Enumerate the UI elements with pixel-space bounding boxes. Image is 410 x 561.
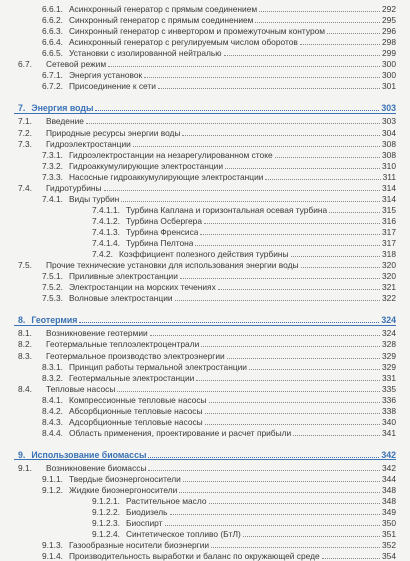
toc-entry-title: Гидроэлектростанции на незарегулированном стоке: [68, 149, 273, 160]
toc-entry-page-number: 317: [382, 227, 396, 237]
toc-entry-page-number: 354: [382, 551, 396, 561]
toc-entry-number: 9.1.2.4.: [92, 529, 120, 540]
toc-entry-title: Газообразные носители биоэнергии: [68, 540, 210, 551]
toc-entry-page-number: 314: [382, 182, 396, 193]
toc-entry-title: Возникновение геотермии: [45, 328, 148, 339]
toc-entry-title: Использование биомассы: [31, 449, 147, 460]
dot-leader: [148, 469, 380, 471]
toc-entry-page-number: 329: [382, 350, 396, 361]
dot-leader: [301, 266, 381, 268]
dot-leader: [225, 167, 380, 169]
toc-entry-title: Гидроэлектростанции: [45, 138, 131, 149]
toc-entry: [42, 193, 396, 204]
toc-entry-number: 7.4.1.3.: [92, 227, 120, 237]
toc-entry-page-number: 342: [382, 462, 396, 473]
toc-entry-number: 7.3.3.: [42, 171, 63, 182]
toc-entry: [42, 372, 396, 383]
toc-entry: [18, 138, 396, 149]
dot-leader: [329, 211, 380, 213]
toc-entry-number: 8.4.3.: [42, 416, 63, 427]
toc-entry-title: Прочие технические установки для использования энергии воды: [45, 260, 299, 271]
toc-entry-title: Биодизель: [125, 507, 168, 518]
dot-leader: [259, 10, 380, 12]
toc-entry-number: 9.1.1.: [42, 474, 63, 484]
toc-entry-number: 9.: [18, 449, 26, 460]
toc-entry: [92, 506, 396, 517]
dot-leader: [209, 502, 381, 504]
toc-entry-number: 7.3.2.: [42, 160, 63, 171]
toc-entry-page-number: 303: [381, 103, 396, 114]
toc-entry-number: 6.6.5.: [42, 48, 63, 59]
toc-entry-number: 8.4.4.: [42, 427, 63, 438]
dot-leader: [293, 434, 380, 436]
toc-entry-number: 7.4.1.4.: [92, 238, 120, 248]
dot-leader: [291, 255, 380, 257]
dot-leader: [227, 357, 380, 359]
toc-entry: [92, 528, 396, 539]
toc-entry: [42, 80, 396, 91]
dot-leader: [275, 156, 380, 158]
toc-entry-title: Коэффициент полезного действия турбины: [118, 249, 289, 260]
toc-entry-number: 7.4.2.: [92, 249, 113, 260]
toc-entry: [18, 58, 396, 69]
toc-entry-number: 8.3.1.: [42, 361, 63, 372]
toc-entry-number: 9.1.4.: [42, 551, 63, 561]
toc-entry-page-number: 298: [382, 37, 396, 48]
toc-entry: [18, 115, 396, 126]
toc-entry: [92, 248, 396, 259]
toc-entry-title: Тепловые насосы: [45, 383, 116, 394]
toc-entry: [18, 383, 396, 394]
toc-entry-number: 6.6.3.: [42, 26, 63, 37]
dot-leader: [180, 277, 380, 279]
toc-entry-number: 6.6.1.: [42, 4, 63, 14]
toc-entry-title: Геотермальные электростанции: [68, 372, 195, 383]
dot-leader: [196, 379, 380, 381]
toc-entry-number: 8.4.1.: [42, 394, 63, 405]
dot-leader: [209, 401, 380, 403]
toc-entry-title: Введение: [45, 116, 84, 127]
toc-entry-page-number: 299: [382, 48, 396, 59]
toc-entry-number: 9.1.3.: [42, 540, 63, 551]
toc-entry-page-number: 315: [382, 204, 396, 215]
dot-leader: [79, 321, 379, 323]
dot-leader: [179, 491, 380, 493]
toc-entry-title: Производительность выработки и баланс по окружающей среде: [68, 551, 320, 561]
toc-entry: [42, 36, 396, 47]
toc-entry: [42, 416, 396, 427]
dot-leader: [322, 557, 380, 559]
toc-entry: [92, 215, 396, 226]
toc-entry-title: Асинхронный генератор с прямым соединением: [68, 4, 258, 14]
toc-entry-number: 7.: [18, 103, 26, 114]
toc-entry-page-number: 350: [382, 518, 396, 529]
dot-leader: [255, 21, 380, 23]
dot-leader: [86, 122, 380, 124]
toc-entry-number: 6.6.2.: [42, 15, 63, 26]
chapter-divider-rule: [14, 459, 396, 460]
toc-entry: [18, 327, 396, 338]
dot-leader: [108, 65, 380, 67]
toc-entry: [42, 270, 396, 281]
toc-entry: [42, 160, 396, 171]
toc-entry-title: Синхронный генератор с инвертором и промежуточным контуром: [68, 26, 326, 37]
toc-entry-number: 7.4.1.1.: [92, 204, 120, 215]
toc-entry: [92, 237, 396, 248]
dot-leader: [104, 189, 380, 191]
toc-entry: [42, 3, 396, 14]
toc-entry-title: Биоспирт: [125, 518, 163, 529]
toc-entry-title: Приливные электростанции: [68, 271, 178, 282]
toc-entry: [42, 361, 396, 372]
dot-leader: [121, 200, 380, 202]
toc-entry-page-number: 296: [382, 26, 396, 37]
toc-entry: [42, 405, 396, 416]
toc-entry-page-number: 301: [382, 81, 396, 92]
toc-entry: [92, 517, 396, 528]
dot-leader: [165, 524, 381, 526]
toc-entry: [92, 226, 396, 237]
toc-entry-page-number: 331: [382, 372, 396, 383]
dot-leader: [95, 109, 379, 111]
dot-leader: [117, 390, 380, 392]
toc-entry-page-number: 310: [382, 160, 396, 171]
toc-entry: [18, 259, 396, 270]
toc-entry: [42, 69, 396, 80]
toc-entry-number: 9.1.2.2.: [92, 507, 120, 518]
toc-entry-page-number: 304: [382, 127, 396, 138]
toc-entry-title: Насосные гидроаккумулирующие электростанции: [68, 171, 264, 182]
dot-leader: [144, 76, 380, 78]
dot-leader: [211, 546, 380, 548]
toc-entry-number: 6.6.4.: [42, 37, 63, 48]
dot-leader: [204, 222, 380, 224]
toc-entry-number: 6.7.: [18, 59, 32, 70]
toc-entry-page-number: 335: [382, 383, 396, 394]
toc-entry-page-number: 338: [382, 405, 396, 416]
toc-entry-title: Синхронный генератор с прямым соединением: [68, 15, 254, 26]
toc-entry-title: Область применения, проектирование и расчет прибыли: [68, 427, 292, 438]
toc-entry-page-number: 308: [382, 138, 396, 149]
toc-entry-title: Виды турбин: [68, 193, 120, 204]
toc-entry-page-number: 320: [382, 271, 396, 282]
dot-leader: [205, 423, 380, 425]
toc-entry-page-number: 308: [382, 149, 396, 160]
toc-entry-title: Синтетическое топливо (БтЛ): [125, 529, 241, 540]
toc-entry-number: 7.5.: [18, 260, 32, 271]
toc-entry-title: Сетевой режим: [45, 59, 107, 70]
chapter-divider-rule: [14, 325, 396, 326]
dot-leader: [327, 32, 380, 34]
toc-entry-title: Турбина Каплана и горизонтальная осевая турбина: [125, 204, 328, 215]
toc-entry-page-number: 303: [382, 116, 396, 127]
toc-entry-page-number: 341: [382, 427, 396, 438]
dot-leader: [158, 87, 380, 89]
dot-leader: [195, 244, 380, 246]
chapter-divider-rule: [14, 113, 396, 114]
toc-entry-number: 7.4.1.2.: [92, 215, 120, 226]
dot-leader: [224, 54, 380, 56]
toc-entry: [18, 462, 396, 473]
toc-entry-number: 7.4.: [18, 182, 32, 193]
dot-leader: [249, 368, 380, 370]
toc-entry-title: Турбина Пелтона: [125, 238, 194, 248]
dot-leader: [182, 134, 380, 136]
toc-entry-page-number: 340: [382, 416, 396, 427]
toc-entry-page-number: 348: [382, 496, 396, 507]
dot-leader: [170, 513, 380, 515]
toc-entry-page-number: 328: [382, 339, 396, 350]
toc-entry-page-number: 292: [382, 4, 396, 14]
toc-entry-title: Твердые биоэнергоносители: [68, 474, 181, 484]
toc-entry: [42, 47, 396, 58]
toc-entry: [42, 539, 396, 550]
toc-entry: [18, 127, 396, 138]
toc-entry-page-number: 318: [382, 249, 396, 260]
toc-entry-page-number: 324: [381, 315, 396, 326]
toc-entry-page-number: 322: [382, 293, 396, 304]
toc-entry: [42, 25, 396, 36]
toc-entry-title: Установки с изолированной нейтралью: [68, 48, 222, 59]
toc-entry-title: Асинхронный генератор с регулируемым числом оборотов: [68, 37, 298, 48]
toc-entry-page-number: 321: [382, 282, 396, 293]
toc-entry: [42, 394, 396, 405]
toc-entry: [18, 182, 396, 193]
toc-entry-title: Абсорбционные тепловые насосы: [68, 405, 203, 416]
toc-chapter-heading: [18, 449, 396, 460]
toc-entry-page-number: 320: [382, 260, 396, 271]
toc-entry: [18, 338, 396, 349]
toc-entry-page-number: 295: [382, 15, 396, 26]
toc-entry-number: 8.3.2.: [42, 372, 63, 383]
toc-entry-title: Турбина Френсиса: [125, 227, 199, 237]
toc-entry: [42, 149, 396, 160]
toc-entry-page-number: 314: [382, 193, 396, 204]
toc-entry-page-number: 342: [381, 449, 396, 460]
dot-leader: [201, 345, 380, 347]
toc-chapter-heading: [18, 102, 396, 113]
toc-entry-number: 8.4.2.: [42, 405, 63, 416]
toc-entry-number: 8.1.: [18, 328, 32, 339]
toc-entry-title: Геотермия: [31, 315, 78, 326]
dot-leader: [175, 299, 380, 301]
toc-entry-number: 6.7.1.: [42, 70, 63, 81]
toc-entry-title: Компрессионные тепловые насосы: [68, 394, 207, 405]
toc-entry-title: Гидроаккумулирующие электростанции: [68, 160, 224, 171]
toc-entry-title: Присоединение к сети: [68, 81, 156, 92]
dot-leader: [133, 145, 380, 147]
dot-leader: [243, 535, 380, 537]
toc-entry-title: Принцип работы термальной электростанции: [68, 361, 247, 372]
toc-entry-number: 8.3.: [18, 350, 32, 361]
toc-entry-number: 7.3.1.: [42, 149, 63, 160]
toc-entry-page-number: 348: [382, 485, 396, 495]
dot-leader: [150, 334, 380, 336]
toc-entry-number: 7.2.: [18, 127, 32, 138]
toc-entry-title: Гидротурбины: [45, 182, 102, 193]
toc-entry-title: Возникновение биомассы: [45, 462, 147, 473]
toc-entry-title: Волновые электростанции: [68, 293, 173, 304]
toc-entry-number: 8.4.: [18, 383, 32, 394]
toc-entry-number: 7.3.: [18, 138, 32, 149]
toc-entry-page-number: 352: [382, 540, 396, 551]
toc-entry-number: 9.1.2.1.: [92, 496, 120, 507]
toc-entry: [92, 204, 396, 215]
toc-entry-title: Электростанции на морских течениях: [68, 282, 216, 293]
toc-entry: [42, 292, 396, 303]
toc-entry: [42, 14, 396, 25]
dot-leader: [205, 412, 381, 414]
dot-leader: [300, 43, 380, 45]
toc-entry-number: 8.: [18, 315, 26, 326]
toc-entry-page-number: 316: [382, 215, 396, 226]
toc-entry-page-number: 349: [382, 507, 396, 518]
toc-entry-number: 7.5.1.: [42, 271, 63, 282]
toc-entry-number: 8.2.: [18, 339, 32, 350]
toc-entry: [42, 281, 396, 292]
toc-entry-page-number: 336: [382, 394, 396, 405]
dot-leader: [148, 456, 379, 458]
toc-entry-number: 9.1.: [18, 462, 32, 473]
toc-entry-page-number: 351: [382, 529, 396, 540]
dot-leader: [183, 480, 380, 482]
toc-entry: [18, 350, 396, 361]
toc-entry: [42, 171, 396, 182]
toc-entry-number: 7.4.1.: [42, 193, 63, 204]
toc-entry-number: 6.7.2.: [42, 81, 63, 92]
toc-entry-title: Энергия воды: [31, 103, 94, 114]
toc-entry-page-number: 311: [382, 171, 396, 182]
toc-entry-page-number: 317: [382, 238, 396, 248]
dot-leader: [265, 178, 380, 180]
toc-entry-page-number: 324: [382, 328, 396, 339]
toc-entry-title: Адсорбционные тепловые насосы: [68, 416, 203, 427]
toc-entry-title: Геотермальное производство электроэнергии: [45, 350, 225, 361]
toc-entry-title: Природные ресурсы энергии воды: [45, 127, 181, 138]
toc-entry-number: 7.5.3.: [42, 293, 63, 304]
toc-chapter-heading: [18, 314, 396, 325]
toc-entry: [42, 473, 396, 484]
toc-entry-title: Геотермальные теплоэлектроцентрали: [45, 339, 200, 350]
toc-entry: [92, 495, 396, 506]
toc-entry-number: 9.1.2.: [42, 485, 63, 495]
toc-entry-number: 7.5.2.: [42, 282, 63, 293]
toc-entry-page-number: 344: [382, 474, 396, 484]
toc-entry-page-number: 300: [382, 70, 396, 81]
toc-entry: [42, 484, 396, 495]
toc-entry-title: Растительное масло: [125, 496, 207, 507]
toc-entry-title: Турбина Осбергера: [125, 215, 202, 226]
toc-entry-page-number: 329: [382, 361, 396, 372]
toc-entry-number: 7.1.: [18, 116, 32, 127]
toc-entry-number: 9.1.2.3.: [92, 518, 120, 529]
toc-entry: [42, 427, 396, 438]
dot-leader: [200, 233, 380, 235]
toc-entry-title: Энергия установок: [68, 70, 143, 81]
toc-entry-page-number: 300: [382, 59, 396, 70]
dot-leader: [218, 288, 380, 290]
toc-entry-title: Жидкие биоэнергоносители: [68, 485, 178, 495]
